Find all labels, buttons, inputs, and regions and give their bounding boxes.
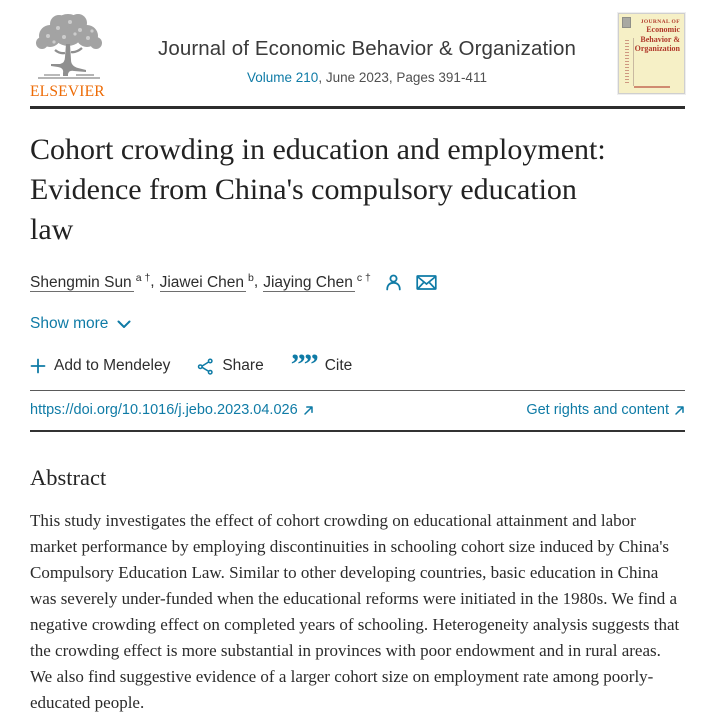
volume-link[interactable]: Volume 210: [247, 70, 319, 85]
author-separator: ,: [253, 273, 259, 291]
author-3-affiliation: c †: [356, 272, 371, 284]
cover-bottom-text-decor: [634, 86, 670, 88]
elsevier-tree-icon: [30, 12, 116, 82]
cover-side-text-decor: [625, 40, 629, 84]
elsevier-wordmark: ELSEVIER: [30, 83, 105, 100]
journal-title-link[interactable]: Journal of Economic Behavior & Organization: [158, 37, 576, 60]
doi-link[interactable]: [30, 402, 314, 418]
double-quote-icon: ””: [290, 348, 317, 382]
author-2: [160, 272, 254, 292]
cite-label: Cite: [324, 357, 353, 375]
volume-issue-line: [116, 70, 618, 85]
journal-cover-thumbnail[interactable]: [618, 13, 685, 94]
author-3: [263, 272, 371, 292]
author-3-link[interactable]: Jiaying Chen: [263, 274, 353, 292]
show-more-button[interactable]: [30, 315, 131, 333]
author-1: [30, 272, 150, 292]
issue-info: , June 2023, Pages 391-411: [318, 70, 487, 85]
show-more-label: Show more: [30, 315, 109, 333]
abstract-heading: Abstract: [30, 465, 107, 491]
author-separator: ,: [150, 273, 155, 291]
cite-button[interactable]: [290, 348, 353, 382]
cover-title: [635, 19, 680, 53]
share-nodes-icon: [197, 358, 214, 375]
cover-title-line2: Economic: [646, 25, 680, 35]
share-button[interactable]: [197, 357, 263, 375]
person-icon[interactable]: [384, 273, 403, 292]
author-1-link[interactable]: Shengmin Sun: [30, 274, 132, 292]
abstract-text: This study investigates the effect of cohort crowding on educational attainment and labor market performance by employing discontinuities in schooling cohort size induced by China's Compulsory Education Law. Similar to other developing countries, basic education in China was severely under-funded when the educational reforms were initiated in the 1980s. We find a negative crowding effect on completed years of schooling. Heterogeneity analysis suggests that the crowding effect is more substantial in provinces with poor endowment and in rural areas. We also find suggestive evidence of a larger cohort size on employment rate among poorly-educated people.: [30, 511, 680, 713]
author-2-link[interactable]: Jiawei Chen: [159, 274, 245, 292]
chevron-down-icon: [117, 320, 131, 329]
author-2-affiliation: b: [248, 272, 254, 284]
journal-header: [30, 0, 685, 100]
action-bar: [30, 348, 685, 382]
doi-bottom-divider: [30, 430, 685, 432]
header-divider: [30, 106, 685, 109]
plus-icon: [30, 358, 46, 374]
author-1-affiliation: a †: [135, 272, 151, 284]
journal-banner: [116, 12, 618, 85]
elsevier-logo[interactable]: [30, 12, 116, 101]
doi-link-text: https://doi.org/10.1016/j.jebo.2023.04.026: [30, 402, 298, 419]
get-rights-link[interactable]: [526, 402, 685, 418]
share-label: Share: [222, 357, 264, 375]
arrow-up-right-icon: [674, 405, 685, 416]
envelope-icon[interactable]: [416, 274, 437, 291]
add-to-mendeley-button[interactable]: [30, 357, 170, 375]
cover-title-line3: Behavior &: [640, 34, 680, 44]
cover-title-line1: JOURNAL OF: [640, 19, 680, 25]
doi-row: [30, 391, 685, 430]
get-rights-text: Get rights and content: [526, 402, 669, 419]
cover-mini-logo-icon: [622, 17, 631, 28]
cover-title-line4: Organization: [634, 43, 680, 53]
arrow-up-right-icon: [303, 405, 314, 416]
add-to-mendeley-label: Add to Mendeley: [54, 357, 171, 375]
author-list: [30, 272, 685, 292]
article-title: Cohort crowding in education and employment: Evidence from China's compulsory education law: [30, 133, 606, 246]
